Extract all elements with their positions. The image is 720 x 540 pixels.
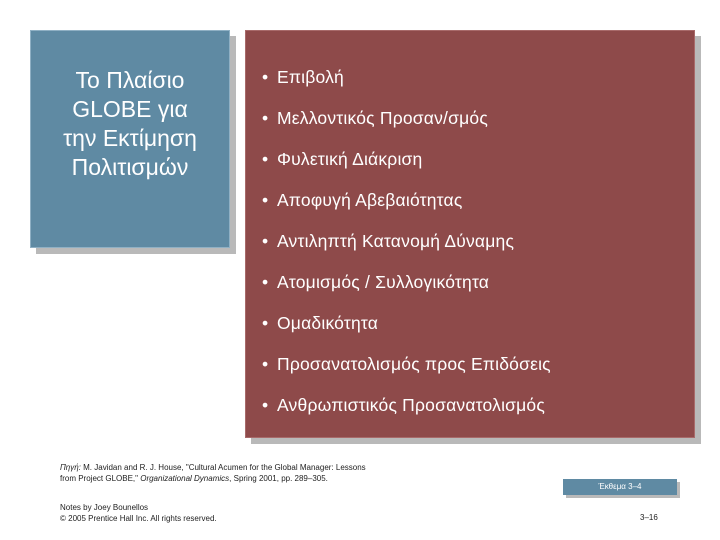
title-box (30, 30, 230, 248)
footer-notes (60, 502, 217, 524)
bullet-item (262, 65, 551, 106)
source-line-2 (60, 473, 366, 484)
bullet-item (262, 147, 551, 188)
bullet-dot-icon: • (262, 272, 269, 292)
bullet-text: Ομαδικότητα (277, 313, 379, 333)
source-journal: Organizational Dynamics (140, 474, 230, 483)
bullet-dot-icon: • (262, 231, 269, 251)
bullet-item (262, 229, 551, 270)
copyright: © 2005 Prentice Hall Inc. All rights reserved. (60, 514, 217, 523)
bullet-text: Αντιληπτή Κατανομή Δύναμης (277, 231, 515, 251)
bullet-dot-icon: • (262, 67, 269, 87)
source-label: Πηγή: (60, 463, 81, 472)
bullet-item (262, 311, 551, 352)
bullet-item (262, 188, 551, 229)
bullet-item (262, 106, 551, 147)
source-line-1 (60, 462, 366, 473)
source-text: M. Javidan and R. J. House, "Cultural Acumen for the Global Manager: Lessons (83, 463, 366, 472)
bullet-item (262, 270, 551, 311)
source-citation (60, 462, 366, 484)
bullet-list (262, 65, 551, 434)
exhibit-label: Έκθεμα 3–4 (563, 479, 677, 495)
slide-title-line: Το Πλαίσιο (75, 67, 185, 93)
bullet-text: Ανθρωπιστικός Προσανατολισμός (277, 395, 546, 415)
source-text: from Project GLOBE," (60, 474, 138, 483)
bullet-text: Επιβολή (277, 67, 344, 87)
bullet-text: Μελλοντικός Προσαν/σμός (277, 108, 488, 128)
bullet-dot-icon: • (262, 190, 269, 210)
bullet-item (262, 393, 551, 434)
bullet-dot-icon: • (262, 108, 269, 128)
page-number: 3–16 (640, 513, 658, 522)
slide-title-line: την Εκτίμηση (63, 125, 197, 151)
bullet-dot-icon: • (262, 149, 269, 169)
slide-title-line: GLOBE για (72, 96, 188, 122)
source-text: , Spring 2001, pp. 289–305. (229, 474, 328, 483)
bullet-dot-icon: • (262, 395, 269, 415)
bullet-text: Φυλετική Διάκριση (277, 149, 423, 169)
bullet-text: Προσανατολισμός προς Επιδόσεις (277, 354, 551, 374)
slide-title-line: Πολιτισμών (71, 154, 189, 180)
bullet-dot-icon: • (262, 354, 269, 374)
bullet-text: Αποφυγή Αβεβαιότητας (277, 190, 463, 210)
content-panel (245, 30, 695, 438)
bullet-dot-icon: • (262, 313, 269, 333)
bullet-item (262, 352, 551, 393)
bullet-text: Ατομισμός / Συλλογικότητα (277, 272, 490, 292)
slide-title (63, 66, 197, 182)
notes-author: Notes by Joey Bounellos (60, 503, 149, 512)
